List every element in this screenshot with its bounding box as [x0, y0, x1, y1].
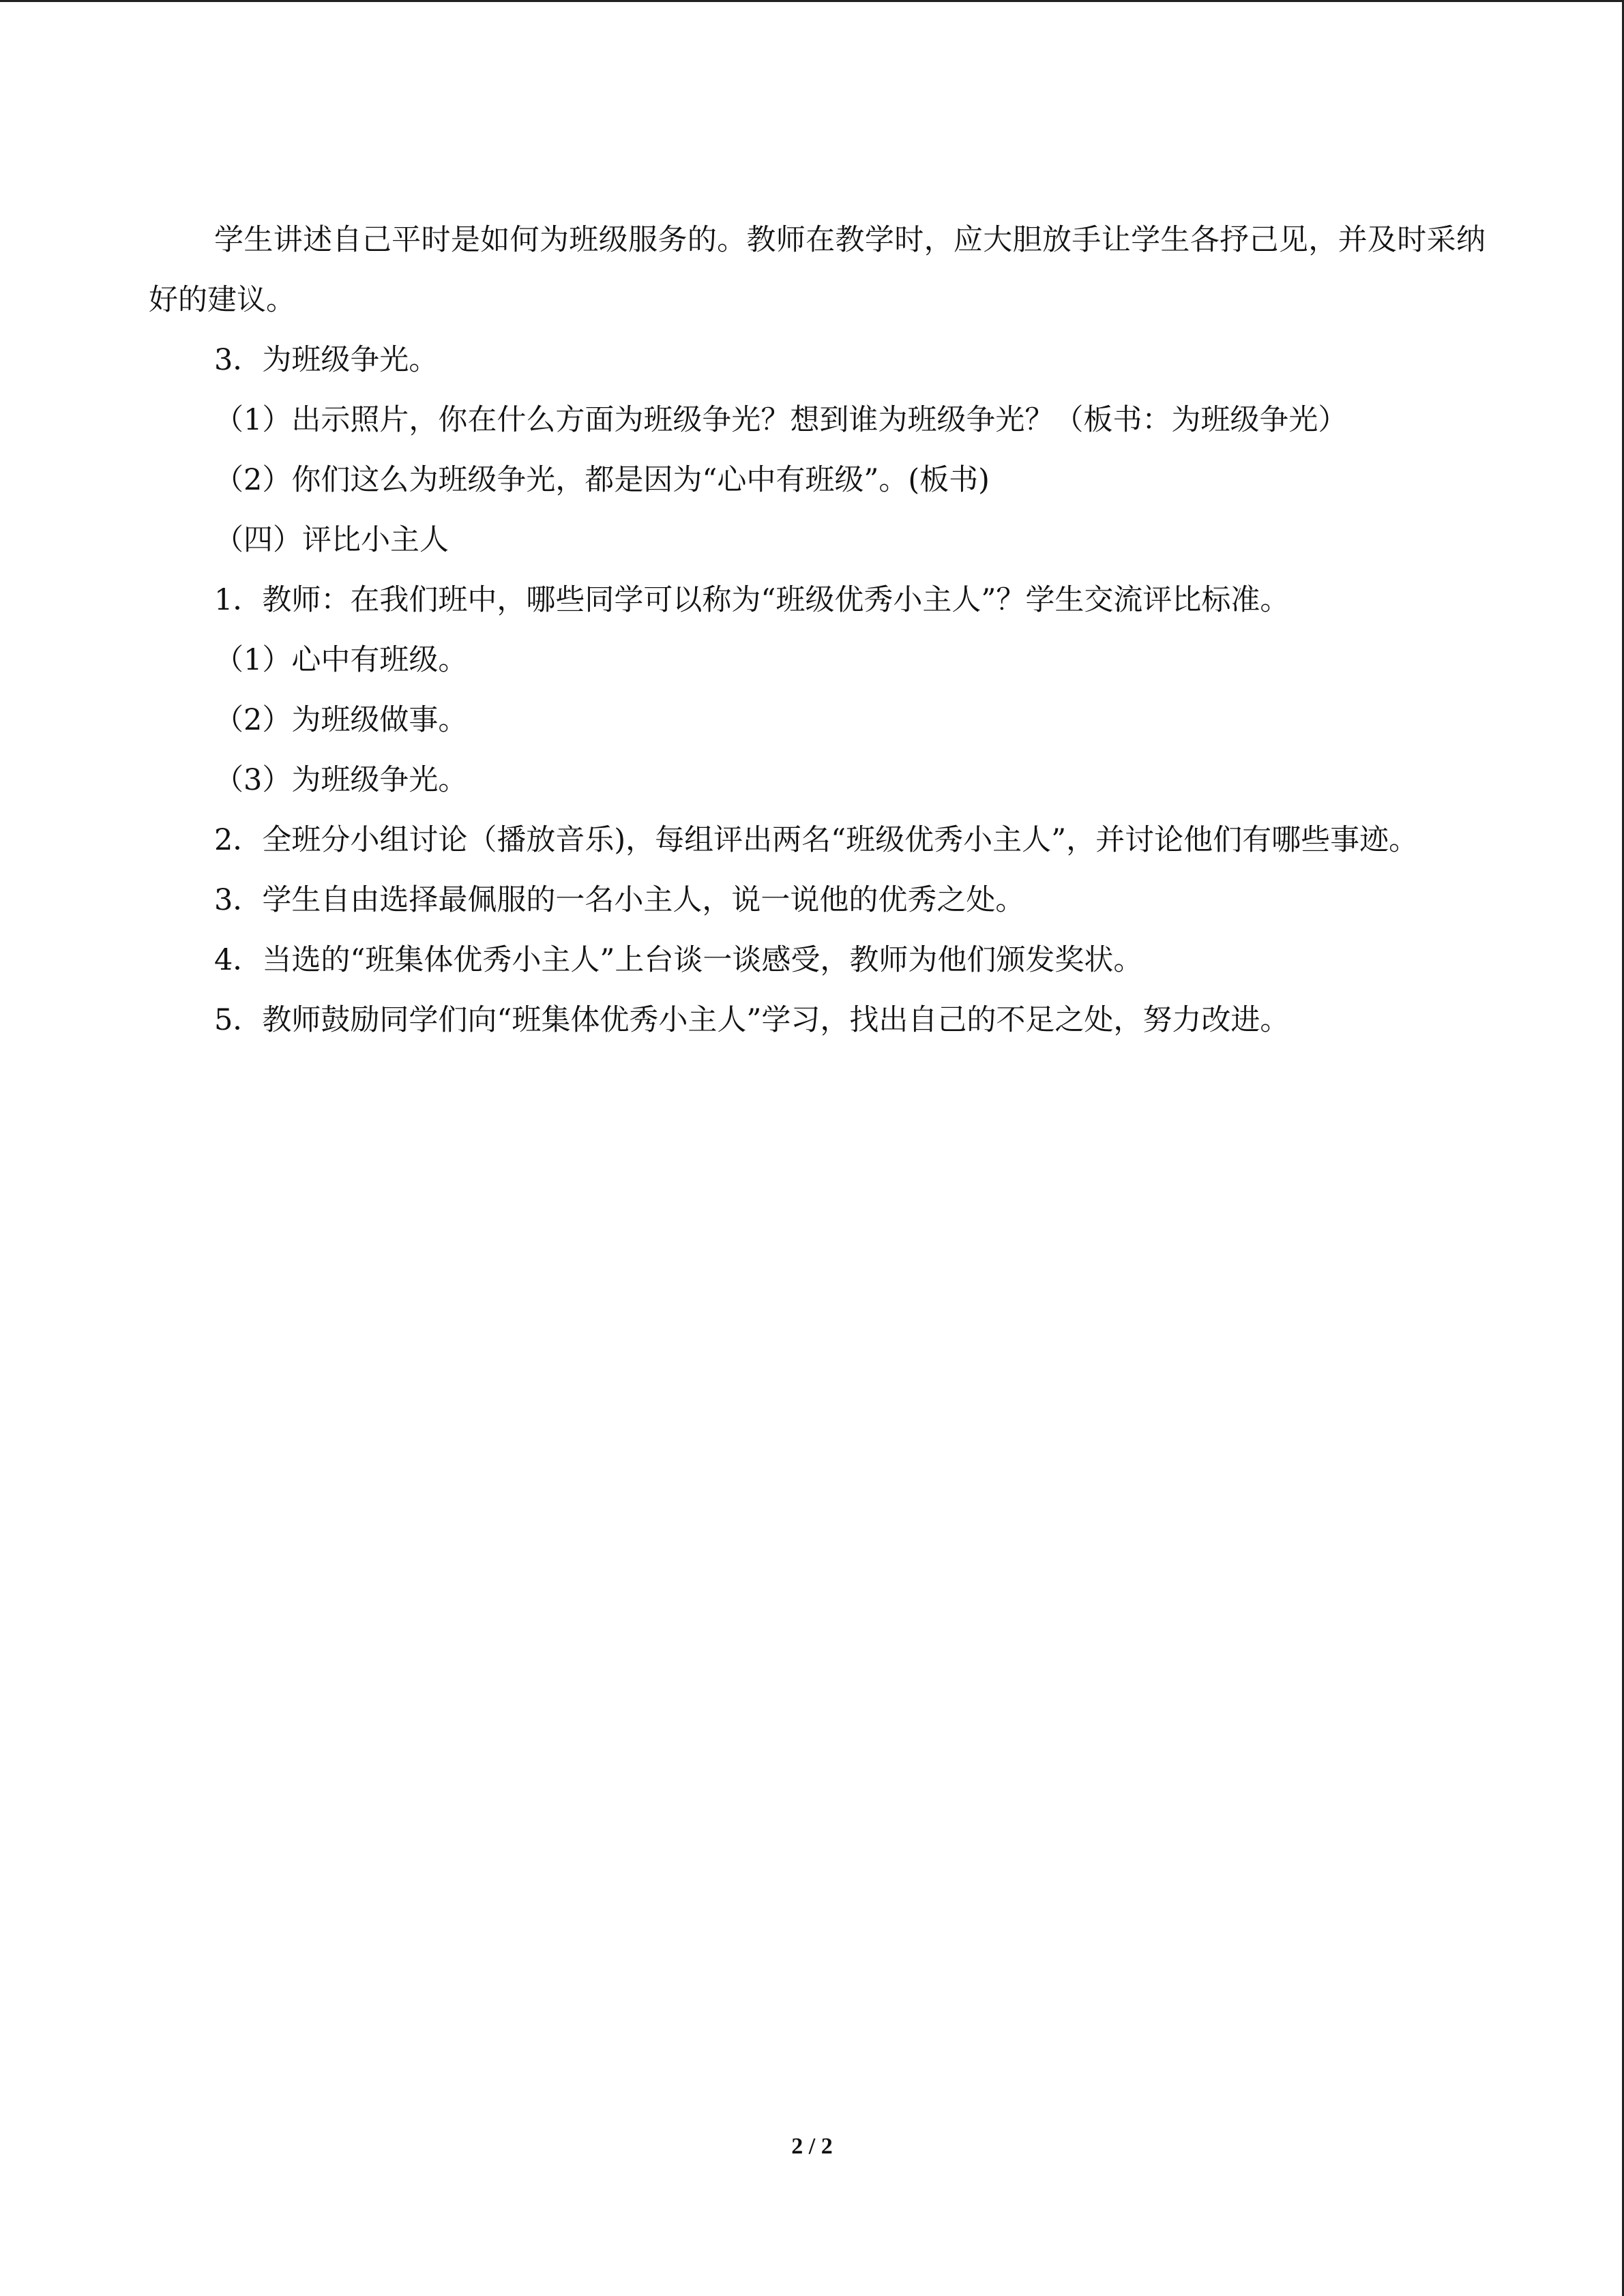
- paragraph: 5．教师鼓励同学们向“班集体优秀小主人”学习，找出自己的不足之处，努力改进。: [214, 1003, 1290, 1037]
- list-item: （2）为班级做事。: [214, 703, 468, 737]
- paragraph: 3．学生自由选择最佩服的一名小主人，说一说他的优秀之处。: [214, 883, 1025, 917]
- paragraph: （1）出示照片，你在什么方面为班级争光？想到谁为班级争光？（板书：为班级争光）: [214, 403, 1348, 437]
- list-item: （3）为班级争光。: [214, 763, 468, 797]
- page-number: 2 / 2: [791, 2134, 833, 2159]
- paragraph: （2）你们这么为班级争光，都是因为“心中有班级”。(板书): [214, 463, 990, 497]
- paragraph: 3．为班级争光。: [214, 343, 439, 377]
- paragraph: 4．当选的“班集体优秀小主人”上台谈一谈感受，教师为他们颁发奖状。: [214, 943, 1143, 977]
- document-body: [149, 210, 1486, 1050]
- section-heading: （四）评比小主人: [214, 523, 449, 557]
- list-item: （1）心中有班级。: [214, 643, 468, 677]
- paragraph: 学生讲述自己平时是如何为班级服务的。教师在教学时，应大胆放手让学生各抒己见，并及时采纳好的建议。: [149, 223, 1486, 317]
- paragraph: 2．全班分小组讨论（播放音乐)，每组评出两名“班级优秀小主人”，并讨论他们有哪些事迹。: [214, 823, 1419, 857]
- paragraph: 1．教师：在我们班中，哪些同学可以称为“班级优秀小主人”？学生交流评比标准。: [214, 583, 1290, 617]
